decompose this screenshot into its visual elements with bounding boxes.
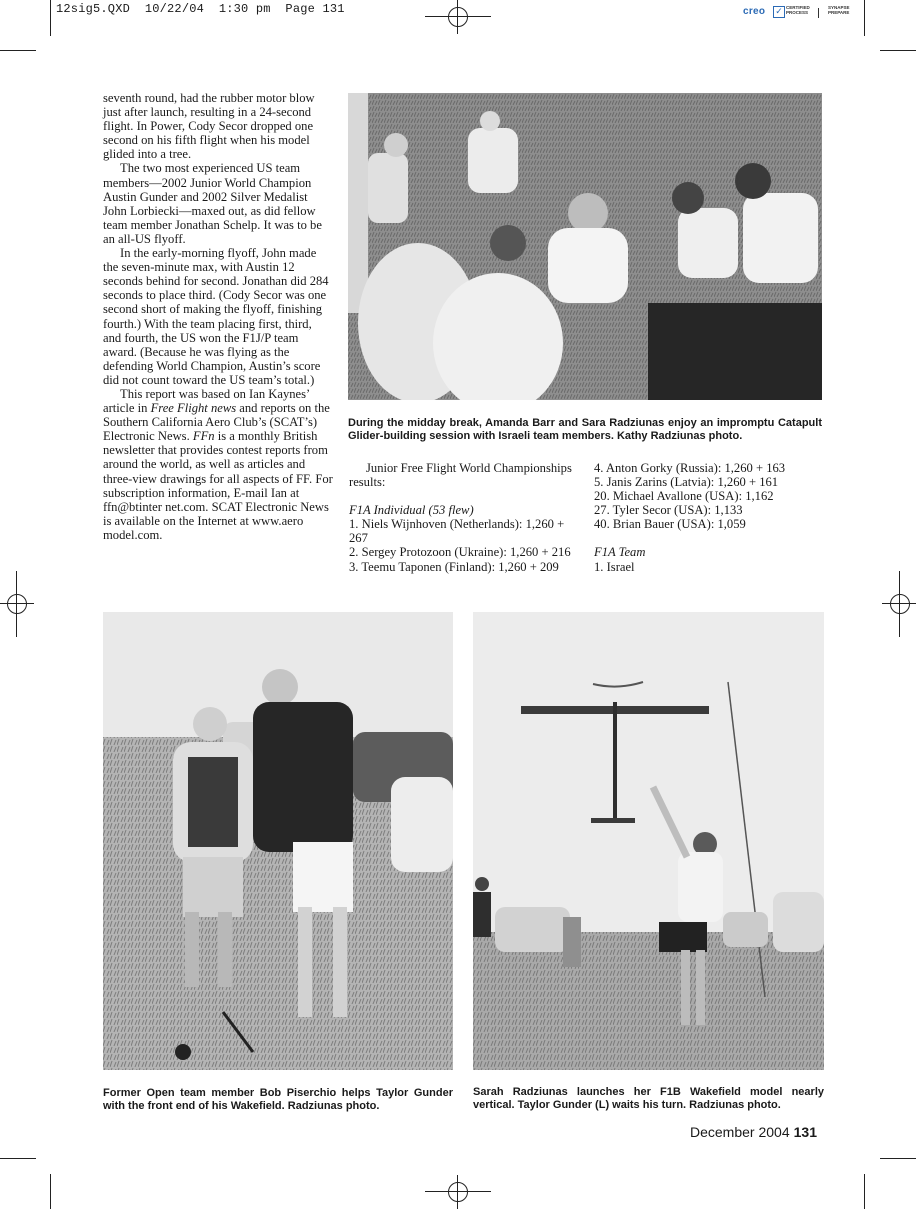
photo-wakefield-front-end [103,612,453,1070]
article-paragraph: seventh round, had the rubber motor blow just after launch, resulting in a 24-second flight. In Power, Cody Secor dropped one second on his fifth flight when his model glided into a tree. [103,91,315,162]
results-entry: 1. Niels Wijnhoven (Netherlands): 1,260 + 267 [349,517,565,546]
results-entry: 2. Sergey Protozoon (Ukraine): 1,260 + 216 [349,545,571,560]
crop-mark-top-left-v [50,0,51,36]
article-column [103,91,333,542]
caption-bottom-right-photo: Sarah Radziunas launches her F1B Wakefield model nearly vertical. Taylor Gunder (L) waits his turn. Radziunas photo. [473,1086,824,1111]
results-column-1 [349,461,581,574]
issue-date: December 2004 [690,1124,790,1140]
results-f1a-heading: F1A Individual (53 flew) [349,503,474,518]
page-number: 131 [793,1124,817,1140]
creo-logo: creo [743,6,766,17]
crop-mark-bottom-right-v [864,1174,865,1209]
file-slug: 12sig5.QXD 10/22/04 1:30 pm Page 131 [56,2,345,16]
photo-wakefield-launch [473,612,824,1070]
article-paragraph: The two most experienced US team members—2002 Junior World Champion Austin Gunder and 2002 Silver Medalist John Lorbiecki—maxed out, as did fellow team member Jonathan Schelp. It was to be an all-US flyoff. [103,161,322,246]
results-entry: 4. Anton Gorky (Russia): 1,260 + 163 [594,461,786,475]
results-entry: 40. Brian Bauer (USA): 1,059 [594,517,746,532]
results-entry: 1. Israel [594,559,635,574]
crop-mark-bottom-left-v [50,1174,51,1209]
results-entry: 5. Janis Zarins (Latvia): 1,260 + 161 [594,475,779,490]
results-column-2 [594,461,822,574]
results-entry: 20. Michael Avallone (USA): 1,162 [594,489,774,504]
caption-top-photo: During the midday break, Amanda Barr and Sara Radziunas enjoy an impromptu Catapult Glider-building session with Israeli team members. Kathy Radziunas photo. [348,417,822,442]
results-team-heading: F1A Team [594,545,646,560]
article-paragraph: This report was based on Ian Kaynes’ article in Free Flight news and reports on the Southern California Aero Club’s (SCAT’s) Electronic News. FFn is a monthly British newsletter that provides contest reports from around the world, as well as articles and three-view drawings for all aspects of FF. For subscription information, E-mail Ian at ffn@btinter net.com. SCAT Electronic News is available on the Internet at www.aero model.com. [103,386,333,542]
crop-mark-top-right-h [880,50,916,51]
logo-divider [818,8,819,18]
results-entry: 3. Teemu Taponen (Finland): 1,260 + 209 [349,559,559,574]
certified-check-icon: ✓ [773,6,785,18]
crop-mark-bottom-right-h [880,1158,916,1159]
photo-glider-building-session [348,93,822,400]
certified-process-logo: CERTIFIED PROCESS [786,5,810,15]
article-paragraph: In the early-morning flyoff, John made the seven-minute max, with Austin 12 seconds behind for second. Jonathan did 284 seconds to place third. (Cody Secor was one second short of making the flyoff, finishing fourth.) With the team placing first, third, and fourth, the US won the F1J/P team award. (Because he was flying as the defending World Champion, Austin’s score did not count toward the US team’s total.) [103,246,329,387]
caption-bottom-left-photo: Former Open team member Bob Piserchio helps Taylor Gunder with the front end of his Wakefield. Radziunas photo. [103,1087,453,1112]
crop-mark-top-left-h [0,50,36,51]
crop-mark-top-right-v [864,0,865,36]
results-intro: Junior Free Flight World Championships results: [349,461,572,490]
synapse-prepare-logo: SYNAPSE PREPARE [828,5,850,15]
results-entry: 27. Tyler Secor (USA): 1,133 [594,503,743,518]
page-folio [690,1124,817,1140]
crop-mark-bottom-left-h [0,1158,36,1159]
